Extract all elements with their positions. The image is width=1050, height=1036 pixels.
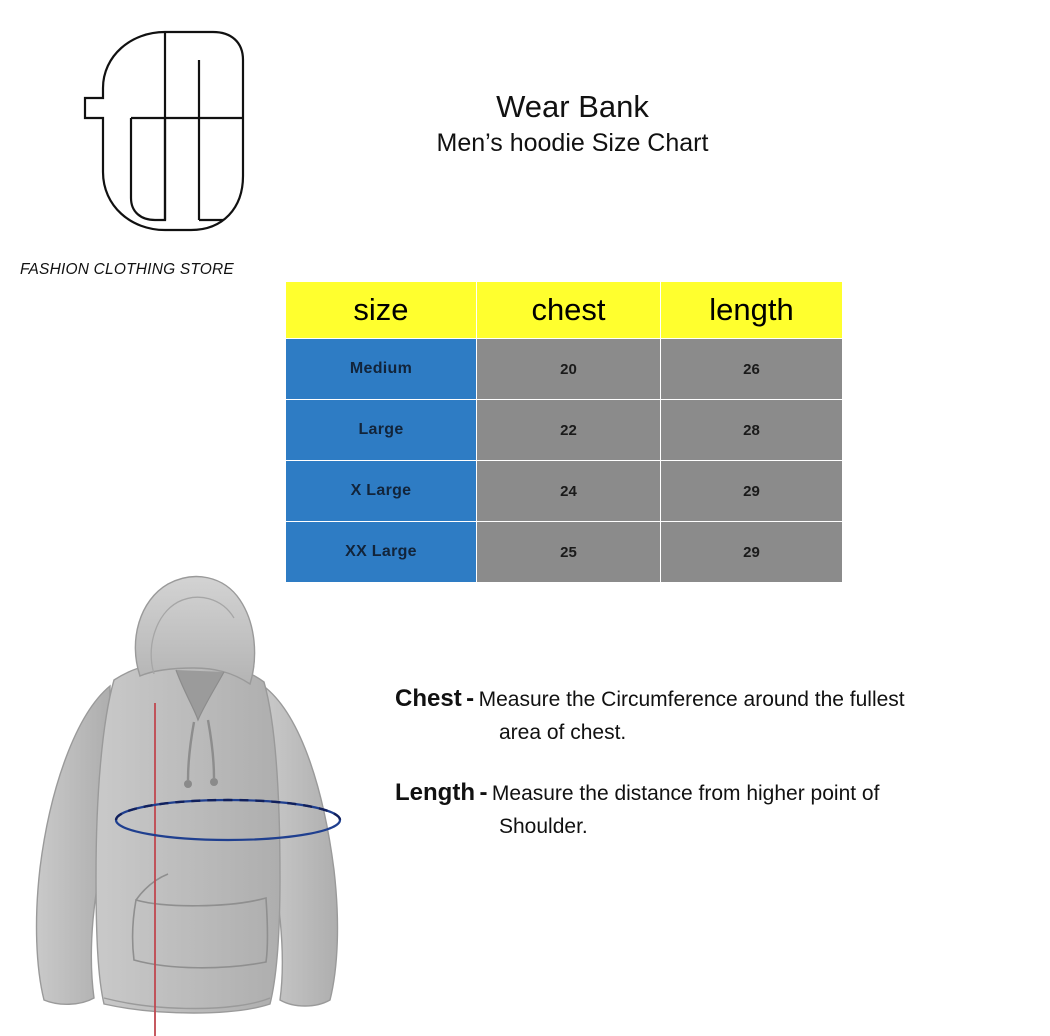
note-length <box>395 777 1050 843</box>
note-label-length: Length <box>395 779 475 806</box>
note-label-chest: Chest <box>395 685 462 712</box>
cell-chest: 22 <box>477 400 661 461</box>
size-chart-table <box>285 281 843 583</box>
cell-length: 26 <box>661 339 843 400</box>
note-dash: - <box>466 685 475 712</box>
note-chest <box>395 683 1050 749</box>
table-header-row <box>286 282 843 339</box>
hoodie-illustration <box>18 548 408 1036</box>
table-head <box>286 282 843 339</box>
cell-size: Large <box>286 400 477 461</box>
cell-chest: 25 <box>477 522 661 583</box>
column-header-length: length <box>661 282 843 339</box>
table-row <box>286 339 843 400</box>
cell-size: XX Large <box>286 522 477 583</box>
cell-chest: 24 <box>477 461 661 522</box>
column-header-size: size <box>286 282 477 339</box>
cell-chest: 20 <box>477 339 661 400</box>
note-text-length-line2: Shoulder. <box>499 815 588 838</box>
table-row <box>286 461 843 522</box>
brand-block <box>18 20 278 279</box>
cell-size: X Large <box>286 461 477 522</box>
note-text-chest: Measure the Circumference around the fullest <box>478 688 905 711</box>
column-header-chest: chest <box>477 282 661 339</box>
table-row <box>286 400 843 461</box>
note-text-length: Measure the distance from higher point of <box>491 782 880 805</box>
brand-tagline: FASHION CLOTHING STORE <box>20 261 234 278</box>
note-text-chest-line2: area of chest. <box>499 721 627 744</box>
title-sub: Men’s hoodie Size Chart <box>436 129 709 157</box>
cell-length: 28 <box>661 400 843 461</box>
monogram-logo-icon <box>73 20 253 250</box>
cell-size: Medium <box>286 339 477 400</box>
note-dash: - <box>479 779 488 806</box>
title-main: Wear Bank <box>496 89 649 124</box>
cell-length: 29 <box>661 522 843 583</box>
measurement-notes <box>395 683 1050 871</box>
page-title <box>300 88 845 160</box>
table-body <box>286 339 843 583</box>
cell-length: 29 <box>661 461 843 522</box>
